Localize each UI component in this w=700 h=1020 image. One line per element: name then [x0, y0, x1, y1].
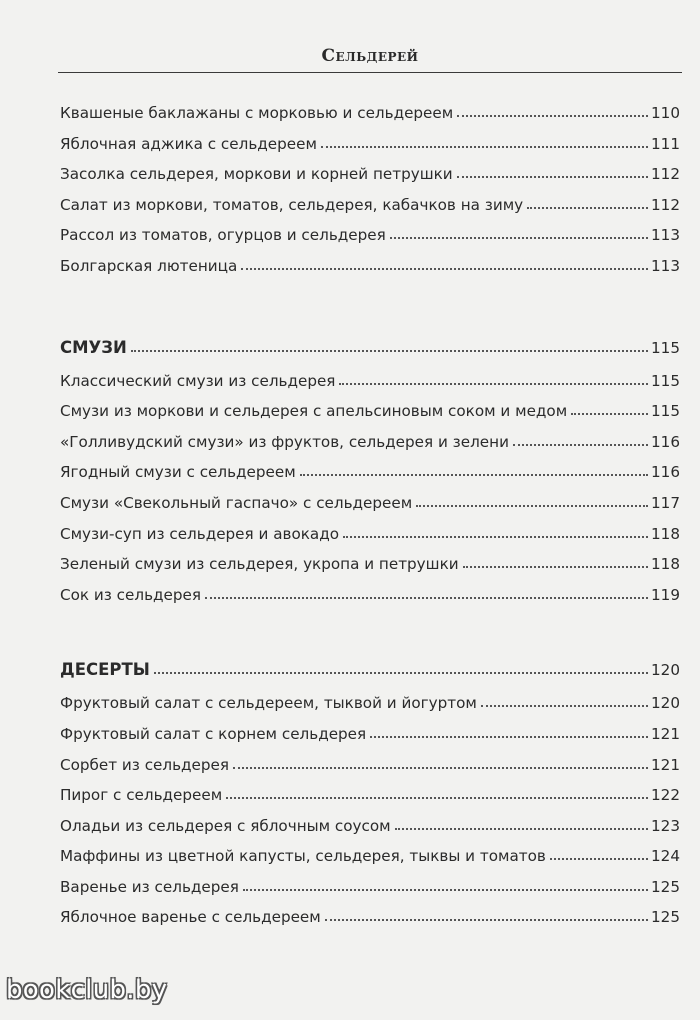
toc-entry — [60, 190, 680, 221]
toc-entry-title: «Голливудский смузи» из фруктов, сельдерея и зелени — [60, 432, 509, 451]
running-header: Сельдерей — [321, 46, 419, 66]
toc-entry-title: Зеленый смузи из сельдерея, укропа и петрушки — [60, 555, 459, 574]
dot-leader — [131, 350, 648, 352]
toc-entry-title: Яблочная аджика с сельдереем — [60, 134, 317, 153]
toc-entry — [60, 396, 680, 427]
toc-entry-page: 115 — [651, 371, 680, 390]
toc-entry-title: Смузи «Свекольный гаспачо» с сельдереем — [60, 493, 413, 512]
dot-leader — [395, 828, 648, 830]
dot-leader — [339, 383, 648, 385]
toc-entry-title: Оладьи из сельдерея с яблочным соусом — [60, 816, 391, 835]
toc-entry-title: Смузи из моркови и сельдерея с апельсиновым соком и медом — [60, 402, 568, 421]
toc-entry-page: 113 — [651, 226, 680, 245]
toc-entry-page: 119 — [651, 585, 680, 604]
toc-entry — [60, 841, 680, 872]
toc-entry — [60, 457, 680, 488]
toc-entry — [60, 580, 680, 611]
dot-leader — [513, 444, 648, 446]
dot-leader — [325, 919, 648, 921]
toc-entry — [60, 519, 680, 550]
toc-entry-title: Классический смузи из сельдерея — [60, 371, 336, 390]
toc-entry — [60, 872, 680, 903]
toc-entry-page: 110 — [651, 104, 680, 122]
toc-entry — [60, 129, 680, 160]
dot-leader — [300, 474, 648, 476]
toc-entry — [60, 902, 680, 933]
toc-entry — [60, 688, 680, 719]
dot-leader — [154, 672, 648, 674]
toc-entry-page: 111 — [651, 134, 680, 153]
toc-entry-title: Фруктовый салат с сельдереем, тыквой и йогуртом — [60, 694, 477, 713]
toc-entry-title: Ягодный смузи с сельдереем — [60, 463, 296, 482]
toc-entry-title: Фруктовый салат с корнем сельдерея — [60, 724, 367, 743]
dot-leader — [416, 505, 648, 507]
dot-leader — [243, 889, 648, 891]
dot-leader — [463, 566, 648, 568]
dot-leader — [205, 597, 648, 599]
toc-entry — [60, 780, 680, 811]
toc-entry-page: 113 — [651, 256, 680, 275]
toc-entry-page: 112 — [651, 165, 680, 184]
toc-section-page: 115 — [651, 338, 680, 357]
toc-entry — [60, 159, 680, 190]
toc-entry-page: 116 — [651, 463, 680, 482]
toc-section-heading — [60, 652, 680, 688]
toc-entry-page: 125 — [651, 908, 680, 927]
toc-entry-title: Смузи-суп из сельдерея и авокадо — [60, 524, 340, 543]
dot-leader — [390, 237, 648, 239]
toc-entry — [60, 427, 680, 458]
toc-entry — [60, 549, 680, 580]
toc-entry-page: 112 — [651, 195, 680, 214]
dot-leader — [457, 115, 648, 117]
toc-entry-title: Рассол из томатов, огурцов и сельдерея — [60, 226, 386, 245]
dot-leader — [226, 797, 648, 799]
toc-entry-page: 118 — [651, 555, 680, 574]
toc-entry — [60, 251, 680, 282]
dot-leader — [550, 858, 648, 860]
toc-entry — [60, 98, 680, 129]
toc-section-title: ДЕСЕРТЫ — [60, 660, 150, 680]
toc-section-page: 120 — [651, 661, 680, 680]
toc-entry — [60, 488, 680, 519]
dot-leader — [481, 705, 648, 707]
section-spacer — [60, 282, 680, 330]
toc-entry-title: Болгарская лютеница — [60, 256, 238, 275]
toc-entry-title: Квашеные баклажаны с морковью и сельдереем — [60, 104, 454, 122]
table-of-contents — [60, 98, 680, 933]
section-spacer — [60, 610, 680, 652]
toc-entry — [60, 220, 680, 251]
toc-entry-page: 116 — [651, 432, 680, 451]
toc-entry-title: Пирог с сельдереем — [60, 786, 223, 805]
dot-leader — [343, 536, 648, 538]
site-watermark: bookclub.by — [6, 975, 168, 1005]
toc-entry-title: Салат из моркови, томатов, сельдерея, кабачков на зиму — [60, 195, 524, 214]
dot-leader — [457, 176, 648, 178]
toc-entry-title: Сорбет из сельдерея — [60, 755, 230, 774]
header-rule — [58, 72, 682, 73]
dot-leader — [241, 268, 648, 270]
toc-entry-title: Засолка сельдерея, моркови и корней петрушки — [60, 165, 453, 184]
toc-entry-page: 122 — [651, 786, 680, 805]
toc-entry-title: Сок из сельдерея — [60, 585, 201, 604]
toc-entry-page: 123 — [651, 816, 680, 835]
toc-entry-page: 120 — [651, 694, 680, 713]
toc-entry-page: 115 — [651, 402, 680, 421]
toc-section-heading — [60, 330, 680, 366]
toc-section-title: СМУЗИ — [60, 337, 127, 357]
toc-entry-page: 125 — [651, 877, 680, 896]
toc-entry — [60, 811, 680, 842]
dot-leader — [370, 736, 648, 738]
toc-entry-page: 121 — [651, 724, 680, 743]
toc-entry-title: Маффины из цветной капусты, сельдерея, тыквы и томатов — [60, 847, 546, 866]
toc-entry-page: 124 — [651, 847, 680, 866]
toc-entry-page: 121 — [651, 755, 680, 774]
toc-entry-page: 118 — [651, 524, 680, 543]
toc-entry-title: Варенье из сельдерея — [60, 877, 239, 896]
dot-leader — [321, 146, 648, 148]
dot-leader — [527, 207, 648, 209]
toc-entry-title: Яблочное варенье с сельдереем — [60, 908, 321, 927]
toc-entry — [60, 366, 680, 397]
dot-leader — [571, 413, 648, 415]
dot-leader — [233, 767, 648, 769]
toc-entry — [60, 750, 680, 781]
toc-entry — [60, 719, 680, 750]
toc-entry-page: 117 — [651, 493, 680, 512]
